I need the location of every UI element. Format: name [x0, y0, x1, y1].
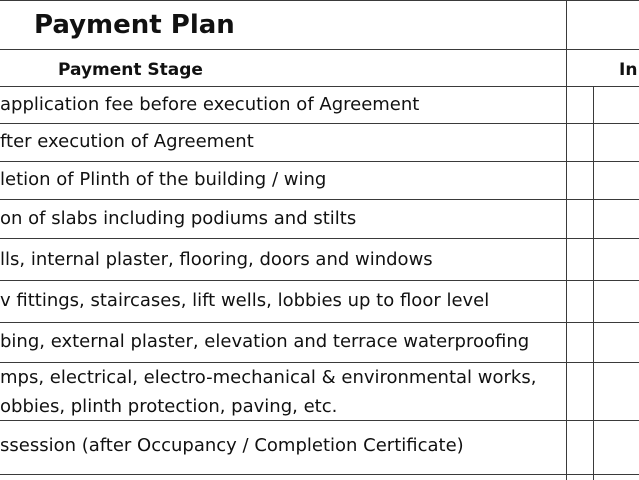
table-row-continuation: obbies, plinth protection, paving, etc.: [0, 396, 338, 417]
table-row: ssession (after Occupancy / Completion Certificate): [0, 435, 464, 456]
grid-line: [0, 238, 639, 239]
table-row: letion of Plinth of the building / wing: [0, 169, 327, 190]
grid-line: [0, 474, 639, 475]
column-divider: [593, 86, 594, 480]
grid-line: [0, 49, 639, 50]
table-row: bing, external plaster, elevation and terrace waterproofing: [0, 331, 530, 352]
grid-line: [0, 123, 639, 124]
table-row: mps, electrical, electro-mechanical & environmental works,: [0, 367, 537, 388]
column-header-payment-stage: Payment Stage: [58, 60, 203, 80]
grid-line: [0, 161, 639, 162]
table-row: fter execution of Agreement: [0, 131, 254, 152]
column-header-installment: In: [619, 60, 638, 80]
table-row: lls, internal plaster, flooring, doors and windows: [0, 249, 433, 270]
grid-line: [0, 280, 639, 281]
grid-line: [0, 199, 639, 200]
grid-line: [0, 0, 639, 1]
table-row: v fittings, staircases, lift wells, lobbies up to floor level: [0, 290, 490, 311]
table-row: on of slabs including podiums and stilts: [0, 208, 357, 229]
page-title: Payment Plan: [34, 10, 235, 40]
column-divider: [566, 0, 567, 480]
grid-line: [0, 86, 639, 87]
grid-line: [0, 322, 639, 323]
table-row: application fee before execution of Agreement: [0, 94, 420, 115]
